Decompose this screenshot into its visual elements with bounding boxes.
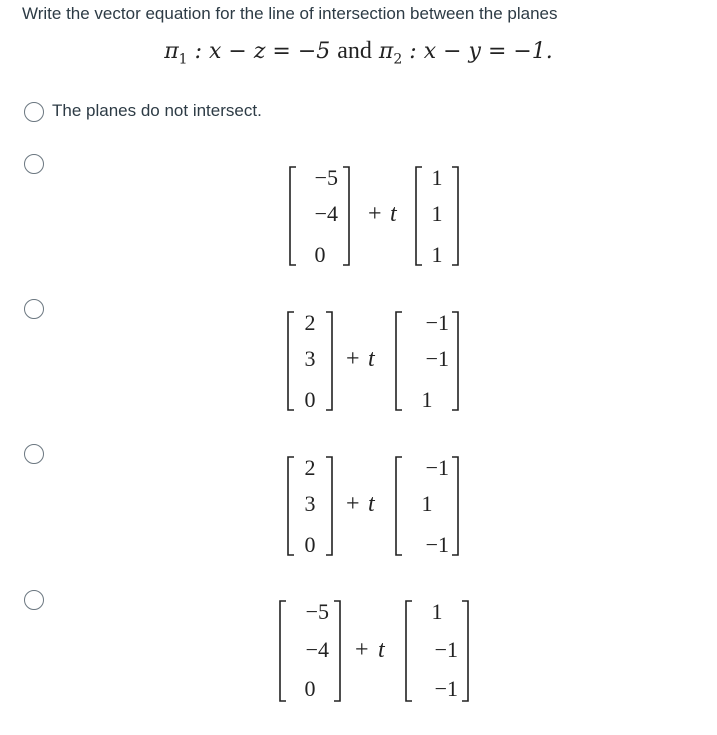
option-4-direction-x: −1	[425, 455, 449, 480]
option-3-direction-left-bracket	[396, 312, 402, 410]
option-5-point-x: −5	[305, 599, 329, 624]
option-3-direction-z: 1	[421, 387, 433, 412]
option-3-direction-right-bracket	[452, 312, 458, 410]
option-2-vector-expression	[0, 155, 717, 275]
option-2-direction-right-bracket	[452, 167, 458, 265]
option-3-point-z: 0	[304, 387, 316, 412]
option-4-param: t	[368, 491, 375, 517]
option-3-vector-expression	[0, 300, 717, 420]
option-3-point-left-bracket	[288, 312, 294, 410]
and-word: and	[337, 38, 372, 64]
option-5-point-right-bracket	[334, 601, 340, 701]
option-3-direction-x: −1	[425, 310, 449, 335]
option-3-point-right-bracket	[326, 312, 332, 410]
option-5-direction-right-bracket	[462, 601, 468, 701]
option-3-point-y: 3	[304, 346, 316, 371]
option-4-direction-z: −1	[425, 532, 449, 557]
option-2-point-left-bracket	[290, 167, 296, 265]
option-5-direction-z: −1	[434, 676, 458, 701]
option-3-plus: +	[346, 346, 360, 372]
option-5-direction-y: −1	[434, 637, 458, 662]
pi1-subscript: 1	[178, 51, 188, 68]
plane-equations	[0, 38, 717, 67]
option-2-direction-x: 1	[431, 165, 443, 190]
option-4-point-z: 0	[304, 532, 316, 557]
option-5-direction-left-bracket	[406, 601, 412, 701]
pi1-symbol: π	[164, 39, 179, 64]
option-5-plus: +	[355, 637, 369, 663]
option-4-point-right-bracket	[326, 457, 332, 555]
option-1-label: The planes do not intersect.	[52, 101, 262, 120]
option-4-direction-y: 1	[421, 491, 433, 516]
option-2-direction-y: 1	[431, 201, 443, 226]
option-3-point-x: 2	[304, 310, 316, 335]
option-4-direction-left-bracket	[396, 457, 402, 555]
option-2-direction-left-bracket	[416, 167, 422, 265]
option-2-point-right-bracket	[343, 167, 349, 265]
option-4-point-left-bracket	[288, 457, 294, 555]
option-5-param: t	[378, 637, 385, 663]
option-2-point-z: 0	[314, 242, 326, 267]
option-5-direction-x: 1	[431, 599, 443, 624]
option-5-vector-expression	[0, 591, 717, 711]
option-2-param: t	[390, 201, 397, 227]
option-2-point-x: −5	[314, 165, 338, 190]
plane1-equation: : x − z = −5	[187, 39, 338, 64]
pi2-symbol: π	[371, 39, 394, 64]
option-4-plus: +	[346, 491, 360, 517]
pi2-subscript: 2	[393, 51, 403, 68]
option-4-point-y: 3	[304, 491, 316, 516]
option-2-direction-z: 1	[431, 242, 443, 267]
question-text: Write the vector equation for the line of intersection between the planes	[22, 4, 558, 23]
option-2-point-y: −4	[314, 201, 338, 226]
option-3-direction-y: −1	[425, 346, 449, 371]
option-4-point-x: 2	[304, 455, 316, 480]
option-1-radio[interactable]	[24, 102, 44, 122]
option-5-point-y: −4	[305, 637, 329, 662]
option-5-point-z: 0	[304, 676, 316, 701]
option-3-param: t	[368, 346, 375, 372]
plane2-equation: : x − y = −1.	[402, 39, 553, 64]
option-2-plus: +	[368, 201, 382, 227]
option-4-direction-right-bracket	[452, 457, 458, 555]
option-5-point-left-bracket	[280, 601, 286, 701]
option-4-vector-expression	[0, 445, 717, 565]
